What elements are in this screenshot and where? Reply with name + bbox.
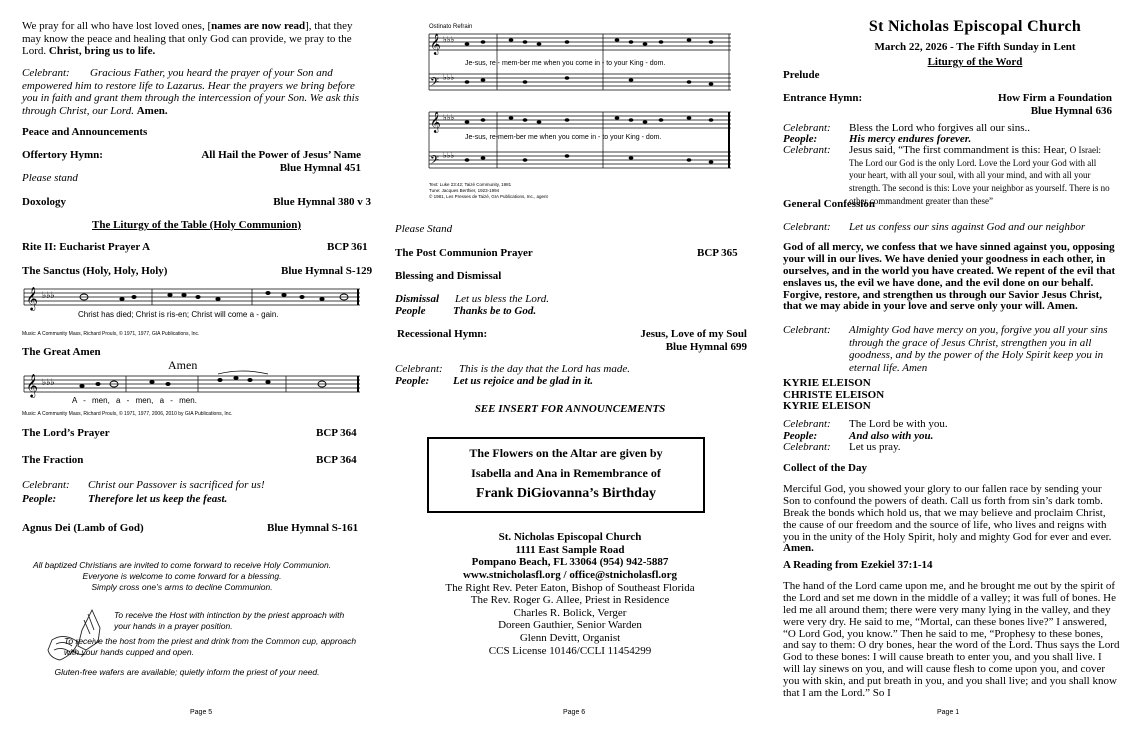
fraction: The Fraction	[22, 454, 84, 466]
page-1	[775, 0, 1130, 731]
svg-text:𝄞: 𝄞	[430, 34, 441, 55]
confession-text: God of all mercy, we confess that we have sinned against you, opposing your will in our lives. We have denied your goodness in each other, in ourselves, and in the world you have created. We repent of the evil that enslaves us, the evil we have done, and the evil done on our behalf. Forgive, restore, and strengthen us through our Savior Jesus Christ, that we may abide in your love and serve only your will. Amen.	[783, 241, 1116, 313]
fraction-ref: BCP 364	[316, 454, 357, 466]
agnus-ref: Blue Hymnal S-161	[267, 522, 359, 534]
confession-invite: Celebrant: Let us confess our sins against God and our neighbor	[783, 221, 1086, 233]
reading-text: The hand of the Lord came upon me, and he brought me out by the spirit of the Lord and set me down in the middle of a valley; it was full of bones. He led me all around them; there were very many lying in the valley, and they were very dry. He said to me, “Mortal, can these bones live?” I answered, “O Lord God, you know.” Then he said to me, “Prophesy to these bones, and say to them: O dry bones, hear the word of the Lord. Thus says the Lord God to these bones: I will cause breath to enter you, and you shall live. I will lay sinews on you, and will cause flesh to come upon you, and cover you with skin, and put breath in you, and you shall live; and you shall know that I am the Lord.” So I	[783, 580, 1120, 699]
svg-text:𝄢: 𝄢	[430, 76, 440, 92]
church-title: St Nicholas Episcopal Church	[868, 18, 1082, 35]
rite-ref: BCP 361	[327, 241, 368, 253]
fraction-celebrant: Celebrant: Christ our Passover is sacrificed for us!	[22, 479, 265, 491]
offertory-hymn: All Hail the Power of Jesus’ Name Blue Hymnal 451	[201, 149, 361, 174]
page-5	[0, 0, 375, 731]
refrain-lyrics-2: Je-sus, re-mem-ber me when you come in - to your King - dom.	[465, 134, 662, 141]
salutation: Celebrant: The Lord be with you. People: And also with you. Celebrant: Let us pray.	[783, 418, 948, 454]
collect-text: Merciful God, you showed your glory to our fallen race by sending your Son to confound the powers of death. Call us forth from sin’s dark tomb. Break the bonds which hold us, that we may believe and proclaim Christ, the cause of our freedom and the source of life, who lives and reigns with you in the unity of the Holy Spirit, holy and mighty God for ever and ever. Amen.	[783, 483, 1112, 555]
svg-text:𝄢: 𝄢	[430, 154, 440, 170]
svg-text:♭♭♭: ♭♭♭	[443, 151, 455, 160]
refrain-credit: Text: Luke 23:42; Taizé Community, 1981 Tune: Jacques Berthier, 1923-1994 © 1981, Les Presses de Taizé, GIA Publications, Inc., agent	[429, 182, 548, 199]
page-number: Page 6	[563, 708, 586, 716]
commandment: Celebrant: Jesus said, “The first commandment is this: Hear, O Israel: The Lord our God is the only Lord. Love the Lord your God with all your heart, with all your soul, with all your mind, and with all your strength. The second is this: Love your neighbor as yourself. There is no other commandment greater than these”	[783, 144, 1110, 206]
svg-text:♭♭♭: ♭♭♭	[42, 377, 55, 387]
intercession: We pray for all who have lost loved ones, [names are now read], that they may know the peace and healing that only God can provide, we pray to the Lord. Christ, bring us to life.	[22, 20, 353, 58]
insert-note: SEE INSERT FOR ANNOUNCEMENTS	[474, 403, 666, 415]
svg-text:𝄞: 𝄞	[26, 286, 38, 310]
church-info: St. Nicholas Episcopal Church 1111 East Sample Road Pompano Beach, FL 33064 (954) 942-5887 www.stnicholasfl.org / office@stnicholasfl.org The Right Rev. Peter Eaton, Bishop of Southeast Florida The Rev. Roger G. Allee, Priest in Residence Charles R. Bolick, Verger Doreen Gauthier, Senior Warden Glenn Devitt, Organist CCS License 10146/CCLI 11454299	[385, 531, 755, 657]
kyrie: KYRIE ELEISON CHRISTE ELEISON KYRIE ELEISON	[783, 377, 885, 413]
blessing-dismissal: Blessing and Dismissal	[395, 270, 502, 282]
agnus-dei: Agnus Dei (Lamb of God)	[22, 522, 144, 534]
doxology-ref: Blue Hymnal 380 v 3	[273, 196, 371, 208]
sanctus: The Sanctus (Holy, Holy, Holy)	[22, 265, 168, 277]
entrance-label: Entrance Hymn:	[783, 92, 863, 104]
dismissal: Dismissal Let us bless the Lord.	[395, 293, 550, 305]
sanctus-ref: Blue Hymnal S-129	[281, 265, 373, 277]
post-communion-ref: BCP 365	[697, 247, 738, 259]
collect-prayers: Celebrant: Gracious Father, you heard the prayer of your Son and empowered him to restore life to Lazarus. Hear the prayers we bring before you in faith and grant them through the intercession of your Son. We ask this through Christ, our Lord. Amen.	[22, 67, 360, 117]
doxology: Doxology	[22, 196, 66, 208]
closing-people: People: Let us rejoice and be glad in it.	[395, 375, 593, 387]
opening-celebrant: Celebrant: Bless the Lord who forgives all our sins..	[783, 122, 1030, 134]
peace-heading: Peace and Announcements	[22, 126, 148, 138]
host-common-cup: To receive the host from the priest and drink from the Common cup, approach with your hands cupped and open.	[64, 636, 357, 658]
please-stand-2: Please Stand	[395, 223, 453, 235]
intercession-response: Christ, bring us to life	[48, 45, 153, 58]
refrain-music	[427, 30, 737, 180]
absolution: Celebrant: Almighty God have mercy on you, forgive you all your sins through the grace of Jesus Christ, strengthen you in all goodness, and by the power of the Holy Spirit keep you in eternal life. Amen	[783, 324, 1108, 374]
closing-celebrant: Celebrant: This is the day that the Lord has made.	[395, 363, 631, 375]
svg-text:𝄞: 𝄞	[26, 373, 38, 397]
refrain-title: Ostinato Refrain	[429, 24, 473, 30]
reading-heading: A Reading from Ezekiel 37:1-14	[783, 559, 933, 571]
page-number: Page 1	[937, 708, 960, 716]
church-website[interactable]: www.stnicholasfl.org / office@stnicholasfl.org	[462, 568, 678, 581]
recessional-hymn: Jesus, Love of my Soul Blue Hymnal 699	[640, 328, 747, 353]
general-confession: General Confession	[783, 198, 875, 210]
svg-text:♭♭♭: ♭♭♭	[443, 113, 455, 122]
fraction-people: People: Therefore let us keep the feast.	[22, 493, 228, 505]
offertory-label: Offertory Hymn:	[22, 149, 103, 161]
dismissal-response: People Thanks be to God.	[395, 305, 537, 317]
amen-credit: Music: A Community Mass, Richard Proulx, © 1971, 1977, 2006, 2010 by GIA Publications, Inc.	[22, 411, 233, 417]
flowers-box: The Flowers on the Altar are given by Isabella and Ana in Remembrance of Frank DiGiovanna’s Birthday	[427, 437, 705, 513]
opening-people: People: His mercy endures forever.	[783, 133, 972, 145]
entrance-hymn: How Firm a Foundation Blue Hymnal 636	[998, 92, 1112, 117]
amen-lyrics: A - men, a - men, a - men.	[72, 396, 197, 405]
page-6	[385, 0, 755, 731]
refrain-lyrics-1: Je-sus, re - mem-ber me when you come in - to your King - dom.	[465, 60, 666, 67]
svg-text:♭♭♭: ♭♭♭	[443, 35, 455, 44]
sanctus-credit: Music: A Community Mass, Richard Proulx, © 1971, 1977, GIA Publications, Inc.	[22, 331, 200, 337]
please-stand: Please stand	[22, 172, 78, 184]
recessional-label: Recessional Hymn:	[397, 328, 488, 340]
amen-word: Amen	[168, 358, 198, 372]
prelude: Prelude	[783, 69, 820, 81]
rite-ii: Rite II: Eucharist Prayer A	[22, 241, 151, 253]
svg-text:𝄞: 𝄞	[430, 112, 441, 133]
svg-text:♭♭♭: ♭♭♭	[443, 73, 455, 82]
host-intinction: To receive the Host with intinction by the priest approach with your hands in a prayer position.	[114, 610, 345, 632]
liturgy-of-the-word: Liturgy of the Word	[927, 56, 1023, 68]
post-communion: The Post Communion Prayer	[395, 247, 533, 259]
lords-prayer: The Lord’s Prayer	[22, 427, 110, 439]
service-date: March 22, 2026 - The Fifth Sunday in Lent	[874, 41, 1076, 53]
svg-text:♭♭♭: ♭♭♭	[42, 290, 55, 300]
liturgy-table-heading: The Liturgy of the Table (Holy Communion)	[92, 219, 302, 231]
communion-invitation: All baptized Christians are invited to come forward to receive Holy Communion. Everyone is welcome to come forward for a blessing. Simply cross one’s arms to decline Communion.	[32, 560, 332, 593]
gluten-free-note: Gluten-free wafers are available; quietly inform the priest of your need.	[54, 667, 320, 677]
sanctus-lyrics: Christ has died; Christ is ris-en; Christ will come a - gain.	[78, 310, 279, 319]
lords-prayer-ref: BCP 364	[316, 427, 357, 439]
page-number: Page 5	[190, 708, 213, 716]
collect-heading: Collect of the Day	[783, 462, 868, 474]
great-amen: The Great Amen	[22, 346, 101, 358]
